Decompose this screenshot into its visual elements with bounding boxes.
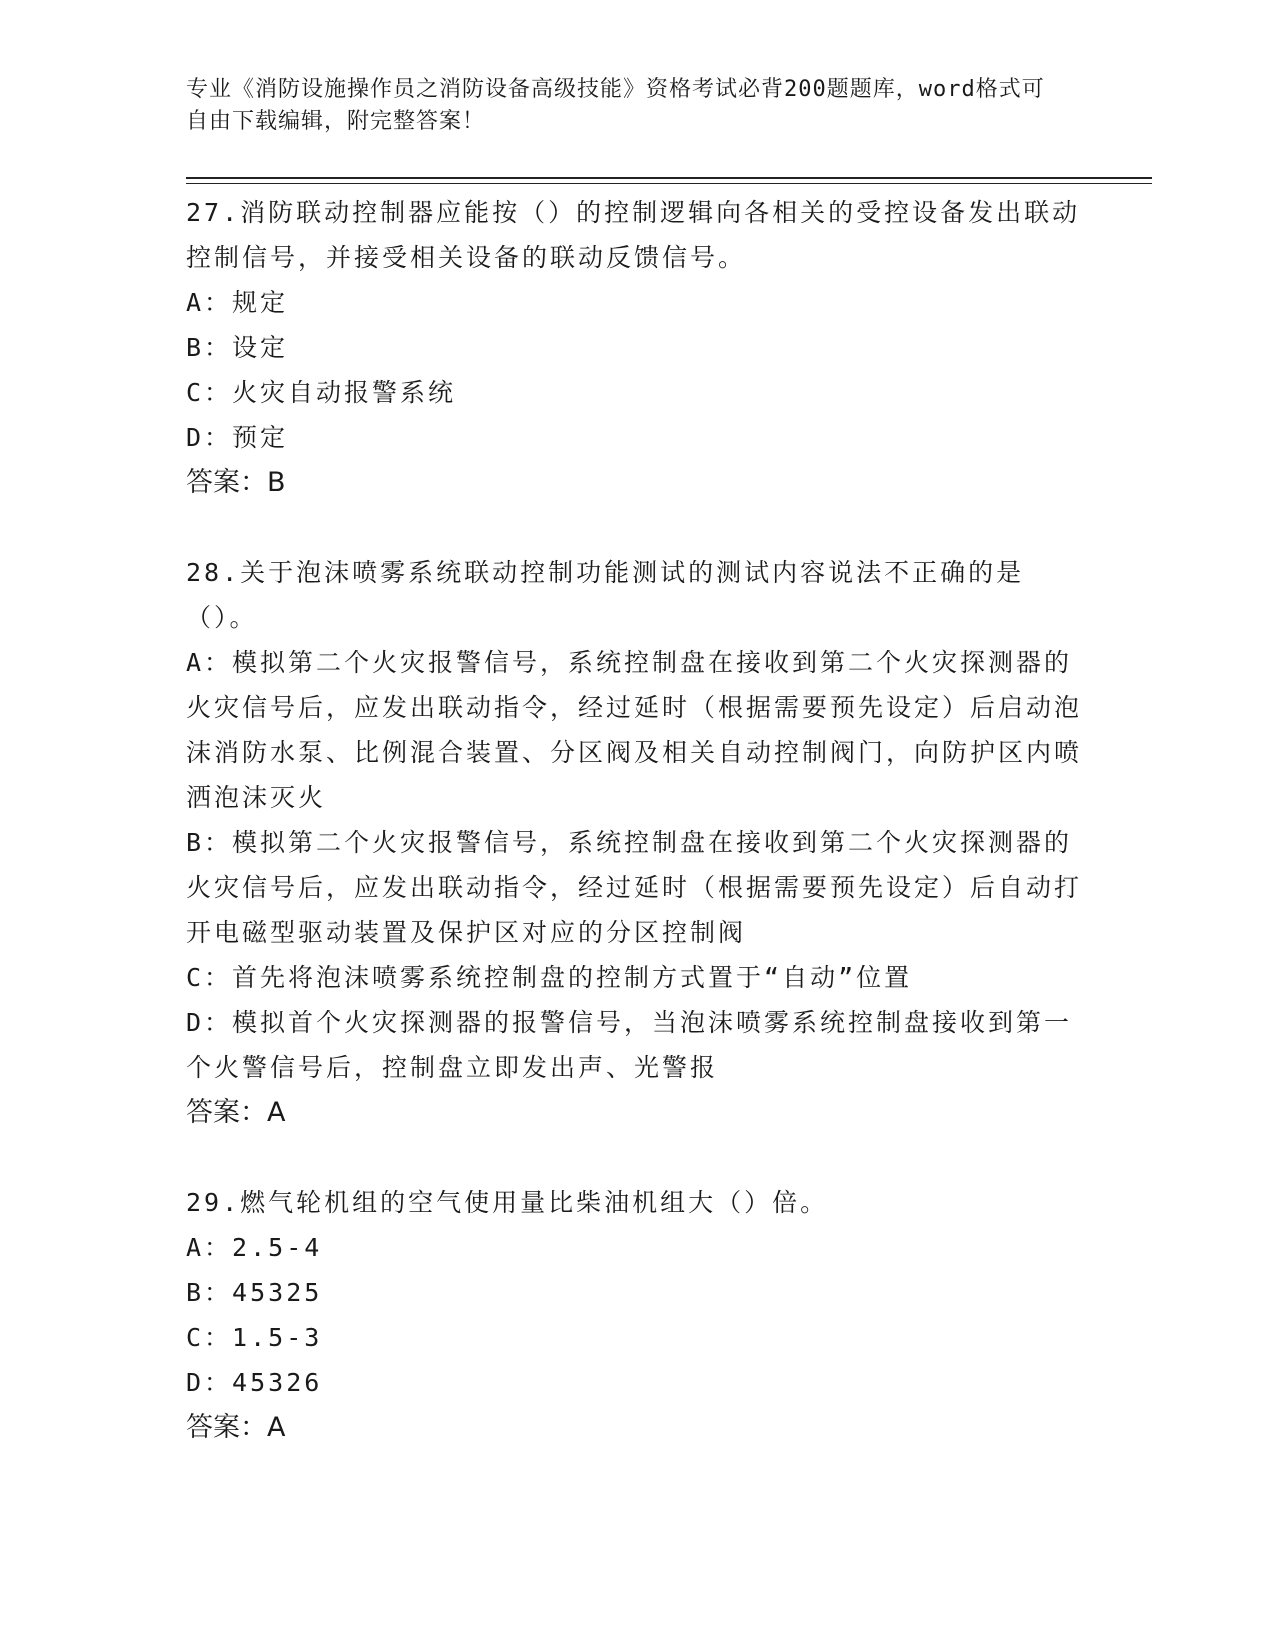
option-d: D：预定 bbox=[186, 423, 289, 452]
question-text: 29.燃气轮机组的空气使用量比柴油机组大（）倍。 bbox=[186, 1188, 829, 1217]
answer: 答案：A bbox=[186, 1097, 286, 1128]
option-b: B：模拟第二个火灾报警信号，系统控制盘在接收到第二个火灾探测器的火灾信号后，应发出联动指令，经过延时（根据需要预先设定）后自动打开电磁型驱动装置及保护区对应的分区控制阀 bbox=[186, 828, 1083, 947]
option-a: A：2.5-4 bbox=[186, 1233, 323, 1262]
question-text: 27.消防联动控制器应能按（）的控制逻辑向各相关的受控设备发出联动控制信号，并接受相关设备的联动反馈信号。 bbox=[186, 198, 1081, 272]
option-a: A：模拟第二个火灾报警信号，系统控制盘在接收到第二个火灾探测器的火灾信号后，应发出联动指令，经过延时（根据需要预先设定）后启动泡沫消防水泵、比例混合装置、分区阀及相关自动控制阀门，向防护区内喷洒泡沫灭火 bbox=[186, 648, 1083, 812]
option-a: A：规定 bbox=[186, 288, 289, 317]
question-27 bbox=[186, 190, 1086, 505]
option-c: C：首先将泡沫喷雾系统控制盘的控制方式置于“自动”位置 bbox=[186, 963, 913, 992]
question-list bbox=[186, 190, 1086, 1450]
header-divider-thick bbox=[186, 177, 1152, 179]
option-d: D：模拟首个火灾探测器的报警信号，当泡沫喷雾系统控制盘接收到第一个火警信号后，控制盘立即发出声、光警报 bbox=[186, 1008, 1073, 1082]
option-c: C：1.5-3 bbox=[186, 1323, 323, 1352]
option-d: D：45326 bbox=[186, 1368, 323, 1397]
option-b: B：设定 bbox=[186, 333, 289, 362]
answer: 答案：A bbox=[186, 1412, 286, 1443]
question-29 bbox=[186, 1180, 1086, 1450]
option-c: C：火灾自动报警系统 bbox=[186, 378, 457, 407]
header-divider-thin bbox=[186, 183, 1152, 184]
option-b: B：45325 bbox=[186, 1278, 323, 1307]
question-28 bbox=[186, 550, 1086, 1135]
document-header: 专业《消防设施操作员之消防设备高级技能》资格考试必背200题题库，word格式可自由下载编辑，附完整答案！ bbox=[186, 77, 1045, 134]
question-text: 28.关于泡沫喷雾系统联动控制功能测试的测试内容说法不正确的是（）。 bbox=[186, 558, 1025, 632]
answer: 答案：B bbox=[186, 467, 286, 498]
